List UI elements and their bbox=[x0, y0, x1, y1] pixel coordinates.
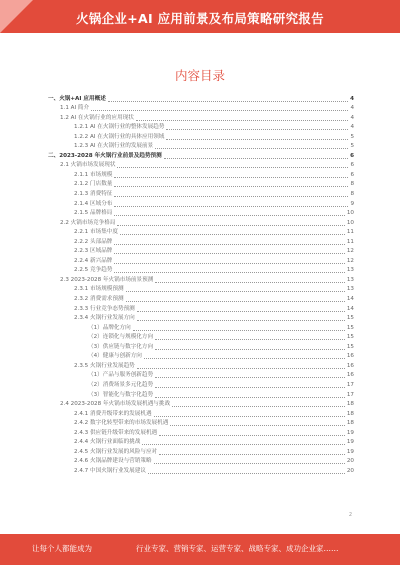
toc-entry-title: 2.4 2023-2028 年火锅市场发展机遇与挑战 bbox=[60, 401, 171, 408]
toc-entry[interactable] bbox=[48, 199, 354, 209]
report-title: 火锅企业+AI 应用前景及布局策略研究报告 bbox=[76, 11, 324, 26]
toc-leader-dots bbox=[117, 167, 348, 168]
toc-entry-page: 14 bbox=[346, 305, 354, 312]
toc-entry-title: 1.2.2 AI 在火锅行业的具体应用领域 bbox=[74, 133, 165, 140]
toc-entry-page: 20 bbox=[346, 458, 354, 465]
toc-entry[interactable] bbox=[48, 438, 354, 448]
toc-entry-page: 15 bbox=[346, 334, 354, 341]
toc-entry[interactable] bbox=[48, 371, 354, 381]
page-number: 2 bbox=[348, 512, 352, 518]
toc-entry-title: 2.4.3 供应链升级带来的发展机遇 bbox=[74, 429, 158, 436]
toc-leader-dots bbox=[114, 263, 344, 264]
toc-leader-dots bbox=[137, 311, 345, 312]
toc-leader-dots bbox=[117, 225, 344, 226]
toc-leader-dots bbox=[126, 301, 345, 302]
toc-entry[interactable] bbox=[48, 361, 354, 371]
toc-entry-page: 10 bbox=[346, 219, 354, 226]
table-of-contents bbox=[48, 94, 354, 476]
toc-entry-title: 2.4.1 消费升级带来的发展机遇 bbox=[74, 410, 152, 417]
toc-leader-dots bbox=[170, 425, 345, 426]
toc-leader-dots bbox=[148, 473, 345, 474]
toc-entry-title: 1.2 AI 在火锅行业的应用现状 bbox=[60, 114, 134, 121]
toc-entry-title: 2.2.4 新兴品牌 bbox=[74, 257, 113, 264]
toc-entry[interactable] bbox=[48, 457, 354, 467]
toc-leader-dots bbox=[155, 339, 345, 340]
toc-entry[interactable] bbox=[48, 256, 354, 266]
toc-entry[interactable] bbox=[48, 419, 354, 429]
toc-leader-dots bbox=[126, 291, 345, 292]
toc-entry-title: 2.3.4 火锅行业发展方向 bbox=[74, 315, 135, 322]
toc-entry-page: 18 bbox=[346, 410, 354, 417]
toc-leader-dots bbox=[91, 110, 348, 111]
toc-leader-dots bbox=[166, 129, 348, 130]
toc-leader-dots bbox=[108, 101, 348, 102]
toc-leader-dots bbox=[142, 444, 345, 445]
toc-entry-page: 15 bbox=[346, 324, 354, 331]
toc-leader-dots bbox=[155, 387, 345, 388]
toc-entry[interactable] bbox=[48, 123, 354, 133]
toc-heading: 内容目录 bbox=[174, 68, 225, 83]
toc-entry-page: 17 bbox=[346, 381, 354, 388]
toc-entry-page: 11 bbox=[346, 229, 354, 236]
toc-entry[interactable] bbox=[48, 466, 354, 476]
toc-leader-dots bbox=[114, 177, 348, 178]
toc-entry-page: 16 bbox=[346, 372, 354, 379]
toc-entry-title: （3）供应链与数字化方向 bbox=[88, 343, 154, 350]
toc-entry-title: 2.3.1 市场规模预测 bbox=[74, 286, 124, 293]
toc-entry-page: 16 bbox=[346, 353, 354, 360]
toc-leader-dots bbox=[114, 186, 348, 187]
toc-entry[interactable] bbox=[48, 180, 354, 190]
toc-entry[interactable] bbox=[48, 409, 354, 419]
toc-entry[interactable] bbox=[48, 304, 354, 314]
toc-entry-page: 12 bbox=[346, 248, 354, 255]
toc-entry-page: 8 bbox=[350, 181, 354, 188]
toc-entry-page: 13 bbox=[346, 276, 354, 283]
toc-entry-page: 5 bbox=[350, 133, 354, 140]
toc-entry-page: 16 bbox=[346, 362, 354, 369]
toc-entry-title: 2.1.4 区域分布 bbox=[74, 200, 113, 207]
toc-entry[interactable] bbox=[48, 314, 354, 324]
toc-entry-title: （1）产品与服务创新趋势 bbox=[88, 372, 154, 379]
toc-entry-page: 18 bbox=[346, 420, 354, 427]
toc-entry-title: 1.2.1 AI 在火锅行业的整体发展趋势 bbox=[74, 124, 165, 131]
toc-entry[interactable] bbox=[48, 390, 354, 400]
toc-entry-title: 2.3.5 火锅行业发展趋势 bbox=[74, 362, 135, 369]
toc-entry-page: 13 bbox=[346, 286, 354, 293]
toc-entry-page: 5 bbox=[350, 143, 354, 150]
toc-leader-dots bbox=[133, 330, 345, 331]
toc-entry-title: 2.4.6 火锅品牌建设与营销策略 bbox=[74, 458, 152, 465]
toc-entry[interactable] bbox=[48, 285, 354, 295]
toc-entry-title: 2.4.4 火锅行业面临的挑战 bbox=[74, 439, 141, 446]
toc-entry[interactable] bbox=[48, 237, 354, 247]
toc-entry-title: （4）健康与创新方向 bbox=[88, 353, 142, 360]
toc-leader-dots bbox=[114, 253, 344, 254]
toc-leader-dots bbox=[172, 406, 345, 407]
toc-leader-dots bbox=[114, 272, 344, 273]
toc-entry-title: 2.2.1 市场集中度 bbox=[74, 229, 118, 236]
toc-leader-dots bbox=[155, 377, 345, 378]
toc-leader-dots bbox=[159, 454, 345, 455]
toc-entry-title: 2.1.3 消费特征 bbox=[74, 191, 113, 198]
toc-entry-title: 2.3.3 行业竞争态势预测 bbox=[74, 305, 135, 312]
toc-entry-title: 一、火锅+AI 应用概述 bbox=[48, 95, 106, 102]
toc-entry-page: 8 bbox=[350, 191, 354, 198]
toc-leader-dots bbox=[114, 206, 348, 207]
toc-entry-title: 2.2.5 竞争趋势 bbox=[74, 267, 113, 274]
toc-entry-title: 2.3.2 消费需求预测 bbox=[74, 296, 124, 303]
toc-entry-title: 2.2.3 区域品牌 bbox=[74, 248, 113, 255]
toc-entry-title: 1.2.3 AI 在火锅行业的发展前景 bbox=[74, 143, 154, 150]
toc-entry-title: 2.2.2 头部品牌 bbox=[74, 238, 113, 245]
toc-leader-dots bbox=[114, 196, 348, 197]
toc-entry[interactable] bbox=[48, 132, 354, 142]
toc-entry-page: 17 bbox=[346, 391, 354, 398]
toc-leader-dots bbox=[144, 358, 345, 359]
toc-leader-dots bbox=[114, 215, 344, 216]
toc-entry[interactable] bbox=[48, 447, 354, 457]
toc-leader-dots bbox=[155, 282, 345, 283]
toc-entry[interactable] bbox=[48, 275, 354, 285]
toc-entry-title: 二、2023-2028 年火锅行业前景及趋势预测 bbox=[48, 152, 162, 159]
toc-entry[interactable] bbox=[48, 189, 354, 199]
toc-entry-title: 2.3 2023-2028 年火锅市场前景预测 bbox=[60, 276, 154, 283]
toc-entry-title: 2.4.5 火锅行业发展的风险与应对 bbox=[74, 448, 158, 455]
toc-entry[interactable] bbox=[48, 428, 354, 438]
header-bar bbox=[0, 0, 400, 33]
toc-leader-dots bbox=[114, 244, 344, 245]
toc-entry-page: 4 bbox=[350, 95, 354, 102]
toc-entry[interactable] bbox=[48, 266, 354, 276]
toc-entry[interactable] bbox=[48, 94, 354, 104]
toc-entry-title: 2.2 火锅市场竞争格局 bbox=[60, 219, 116, 226]
toc-entry-page: 19 bbox=[346, 429, 354, 436]
toc-entry-page: 6 bbox=[350, 171, 354, 178]
toc-leader-dots bbox=[154, 463, 345, 464]
toc-entry[interactable] bbox=[48, 161, 354, 171]
toc-entry[interactable] bbox=[48, 352, 354, 362]
toc-entry-page: 6 bbox=[350, 162, 354, 169]
footer-roles: 行业专家、营销专家、运营专家、战略专家、成功企业家…… bbox=[136, 544, 339, 553]
toc-entry[interactable] bbox=[48, 142, 354, 152]
toc-entry-title: 2.4.7 中国火锅行业发展建议 bbox=[74, 467, 146, 474]
toc-entry-title: 2.1.1 市场规模 bbox=[74, 171, 113, 178]
toc-entry[interactable] bbox=[48, 151, 354, 161]
toc-entry-title: 1.1 AI 简介 bbox=[60, 105, 90, 112]
toc-leader-dots bbox=[155, 397, 345, 398]
toc-entry-title: 2.1.5 品牌格局 bbox=[74, 210, 113, 217]
toc-entry-title: 2.1 火锅市场发展现状 bbox=[60, 162, 116, 169]
toc-entry[interactable] bbox=[48, 104, 354, 114]
toc-leader-dots bbox=[159, 435, 345, 436]
toc-leader-dots bbox=[154, 416, 345, 417]
toc-entry[interactable] bbox=[48, 342, 354, 352]
toc-entry-page: 20 bbox=[346, 467, 354, 474]
toc-entry-page: 15 bbox=[346, 343, 354, 350]
toc-entry-page: 10 bbox=[346, 210, 354, 217]
toc-entry-title: 2.4.2 数字化转型带来的市场发展机遇 bbox=[74, 420, 169, 427]
toc-entry-page: 15 bbox=[346, 315, 354, 322]
footer-bar bbox=[0, 534, 400, 565]
toc-entry[interactable] bbox=[48, 113, 354, 123]
toc-entry[interactable] bbox=[48, 333, 354, 343]
toc-entry-page: 12 bbox=[346, 257, 354, 264]
toc-entry-page: 4 bbox=[350, 114, 354, 121]
toc-leader-dots bbox=[120, 234, 345, 235]
toc-entry-page: 13 bbox=[346, 267, 354, 274]
toc-leader-dots bbox=[166, 139, 348, 140]
toc-entry-title: （2）消费场景多元化趋势 bbox=[88, 381, 154, 388]
toc-entry-page: 4 bbox=[350, 124, 354, 131]
toc-entry-page: 9 bbox=[350, 200, 354, 207]
toc-leader-dots bbox=[137, 320, 345, 321]
toc-leader-dots bbox=[137, 368, 345, 369]
toc-entry[interactable] bbox=[48, 294, 354, 304]
toc-entry-page: 18 bbox=[346, 401, 354, 408]
footer-slogan: 让每个人都能成为 bbox=[32, 544, 92, 553]
toc-entry-page: 4 bbox=[350, 105, 354, 112]
toc-entry-title: （3）智能化与数字化趋势 bbox=[88, 391, 154, 398]
toc-leader-dots bbox=[155, 148, 348, 149]
toc-leader-dots bbox=[155, 349, 345, 350]
toc-leader-dots bbox=[136, 120, 349, 121]
toc-entry-title: 2.1.2 门店数量 bbox=[74, 181, 113, 188]
toc-entry[interactable] bbox=[48, 228, 354, 238]
toc-entry[interactable] bbox=[48, 323, 354, 333]
toc-entry-page: 14 bbox=[346, 296, 354, 303]
toc-leader-dots bbox=[164, 158, 348, 159]
toc-entry-page: 11 bbox=[346, 238, 354, 245]
toc-entry[interactable] bbox=[48, 247, 354, 257]
toc-entry-page: 6 bbox=[350, 152, 354, 159]
toc-entry-title: （2）连锁化与规模化方向 bbox=[88, 334, 154, 341]
toc-entry[interactable] bbox=[48, 218, 354, 228]
toc-entry[interactable] bbox=[48, 380, 354, 390]
toc-entry-title: （1）品牌化方向 bbox=[88, 324, 131, 331]
toc-entry-page: 19 bbox=[346, 439, 354, 446]
toc-entry[interactable] bbox=[48, 400, 354, 410]
toc-entry-page: 19 bbox=[346, 448, 354, 455]
toc-entry[interactable] bbox=[48, 209, 354, 219]
toc-entry[interactable] bbox=[48, 170, 354, 180]
